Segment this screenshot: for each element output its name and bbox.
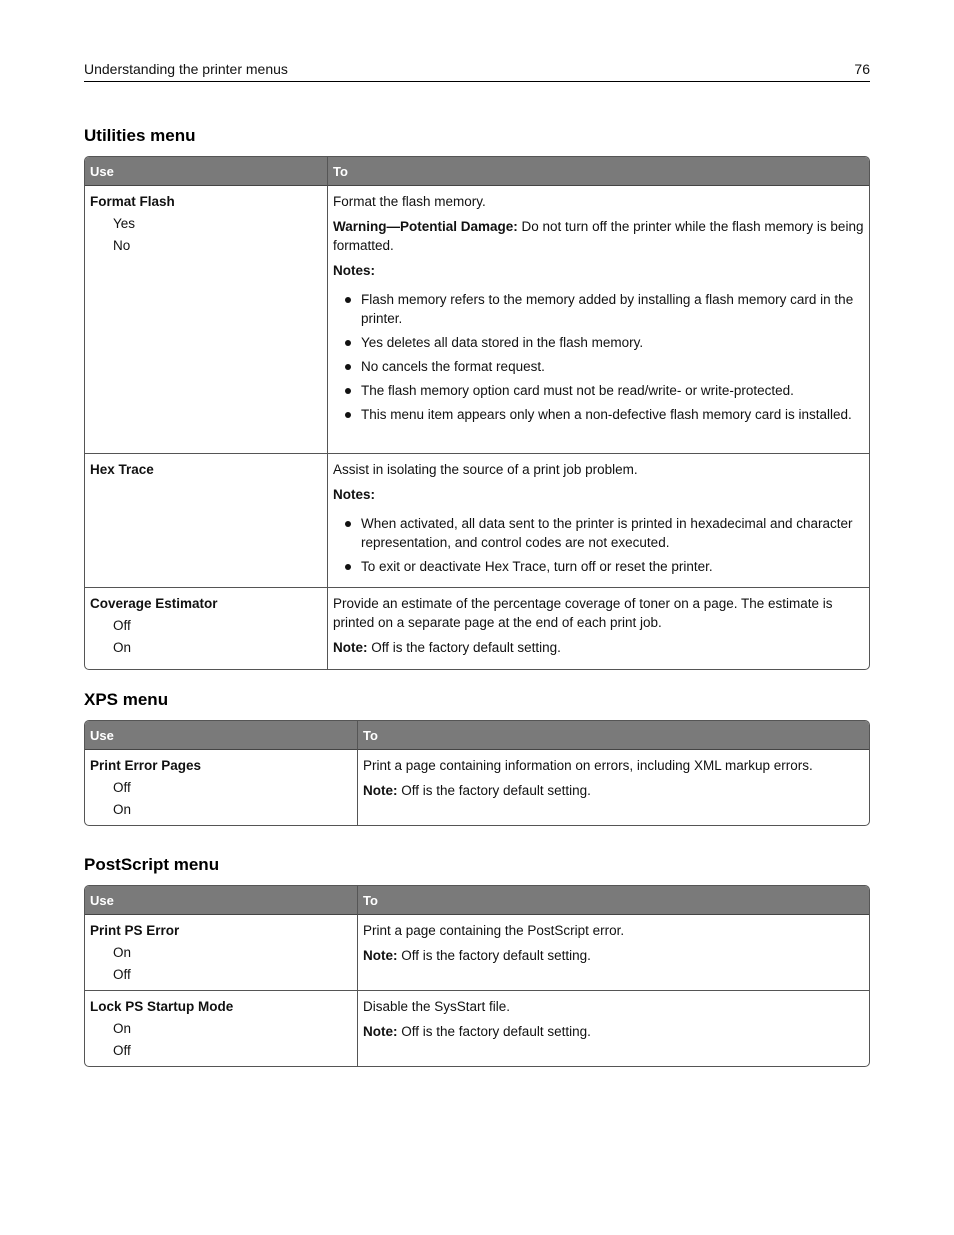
col-to-header: To	[328, 157, 869, 186]
lock-ps-note	[363, 1022, 864, 1041]
xps-menu-table	[84, 720, 870, 826]
print-error-pages-name: Print Error Pages	[90, 758, 202, 773]
print-error-pages-option: Off	[113, 780, 131, 795]
table-row-hex-trace	[85, 453, 869, 587]
warning-text: Do not turn off the printer while the flash memory is being formatted.	[333, 219, 864, 253]
col-to-header: To	[358, 721, 869, 750]
list-item: Yes deletes all data stored in the flash memory.	[333, 333, 864, 352]
table-row-print-ps-error	[85, 915, 869, 990]
col-use-header: Use	[85, 721, 358, 750]
note-label: Note:	[363, 948, 398, 963]
format-flash-name: Format Flash	[90, 194, 175, 209]
lock-ps-option: On	[113, 1021, 132, 1036]
note-text: Off is the factory default setting.	[397, 948, 591, 963]
print-error-pages-option: On	[113, 802, 132, 817]
table-row-coverage-estimator	[85, 587, 869, 669]
coverage-desc: Provide an estimate of the percentage coverage of toner on a page. The estimate is printed on a separate page at the end of each print job.	[333, 596, 833, 630]
page-header	[84, 60, 870, 82]
page-number: 76	[854, 61, 870, 77]
print-error-pages-desc: Print a page containing information on errors, including XML markup errors.	[363, 758, 813, 773]
utilities-menu-title: Utilities menu	[84, 126, 196, 145]
print-ps-error-option: Off	[113, 967, 131, 982]
list-item: The flash memory option card must not be read/write- or write-protected.	[333, 381, 864, 400]
lock-ps-startup-mode-name: Lock PS Startup Mode	[90, 999, 234, 1014]
hex-trace-notes	[333, 514, 864, 576]
coverage-option: Off	[113, 618, 131, 633]
warning-label: Warning—Potential Damage:	[333, 219, 518, 234]
format-flash-desc: Format the flash memory.	[333, 194, 486, 209]
print-ps-error-name: Print PS Error	[90, 923, 180, 938]
note-label: Note:	[363, 783, 398, 798]
xps-menu-title: XPS menu	[84, 690, 169, 709]
postscript-menu-table	[84, 885, 870, 1067]
table-row-lock-ps-startup-mode	[85, 990, 869, 1066]
print-ps-error-note	[363, 946, 864, 965]
notes-label: Notes:	[333, 487, 376, 502]
list-item: Flash memory refers to the memory added by installing a flash memory card in the printer.	[333, 290, 864, 328]
col-to-header: To	[358, 886, 869, 915]
coverage-estimator-name: Coverage Estimator	[90, 596, 218, 611]
utilities-menu-table	[84, 156, 870, 670]
table-header-row	[85, 721, 869, 750]
format-flash-option: Yes	[113, 216, 136, 231]
header-title: Understanding the printer menus	[84, 61, 288, 77]
print-ps-error-desc: Print a page containing the PostScript error.	[363, 923, 625, 938]
col-use-header: Use	[85, 886, 358, 915]
note-label: Note:	[363, 1024, 398, 1039]
notes-label: Notes:	[333, 263, 376, 278]
table-header-row	[85, 157, 869, 186]
hex-trace-name: Hex Trace	[90, 462, 154, 477]
note-text: Off is the factory default setting.	[397, 783, 591, 798]
note-label: Note:	[333, 640, 368, 655]
lock-ps-option: Off	[113, 1043, 131, 1058]
lock-ps-desc: Disable the SysStart file.	[363, 999, 511, 1014]
print-error-pages-note	[363, 781, 864, 800]
hex-trace-desc: Assist in isolating the source of a print job problem.	[333, 462, 638, 477]
format-flash-warning	[333, 217, 864, 255]
list-item: This menu item appears only when a non-defective flash memory card is installed.	[333, 405, 864, 424]
list-item: To exit or deactivate Hex Trace, turn off or reset the printer.	[333, 557, 864, 576]
coverage-option: On	[113, 640, 132, 655]
col-use-header: Use	[85, 157, 328, 186]
list-item: When activated, all data sent to the printer is printed in hexadecimal and character representation, and control codes are not executed.	[333, 514, 864, 552]
format-flash-notes	[333, 290, 864, 424]
note-text: Off is the factory default setting.	[397, 1024, 591, 1039]
coverage-note	[333, 638, 864, 657]
print-ps-error-option: On	[113, 945, 132, 960]
table-row-format-flash	[85, 186, 869, 453]
table-row-print-error-pages	[85, 750, 869, 825]
table-header-row	[85, 886, 869, 915]
list-item: No cancels the format request.	[333, 357, 864, 376]
format-flash-option: No	[113, 238, 131, 253]
postscript-menu-title: PostScript menu	[84, 855, 220, 874]
note-text: Off is the factory default setting.	[367, 640, 561, 655]
